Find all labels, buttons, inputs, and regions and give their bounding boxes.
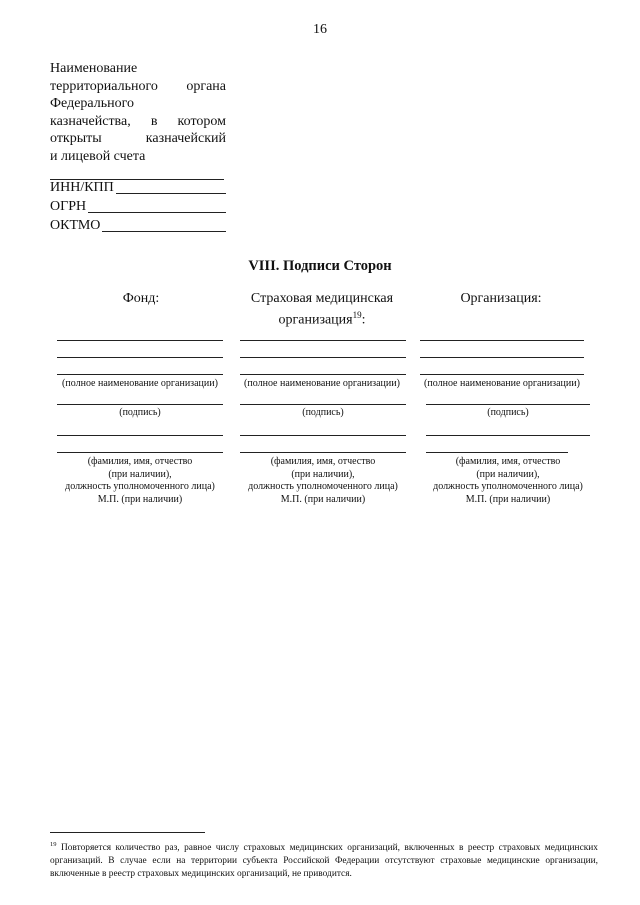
inn-kpp-row xyxy=(50,178,226,197)
smo-fio-caption: (фамилия, имя, отчество (при наличии), должность уполномоченного лица) М.П. (при наличии) xyxy=(234,456,412,506)
ogrn-row xyxy=(50,197,226,216)
smo-name-caption: (полное наименование организации) xyxy=(244,378,400,389)
requisites-block xyxy=(50,178,226,235)
fund-signature-caption: (подпись) xyxy=(119,407,161,418)
org-column-title: Организация: xyxy=(460,291,542,306)
smo-signature-line[interactable] xyxy=(240,404,406,405)
treasury-line: Федерального xyxy=(50,96,135,111)
inn-kpp-label: ИНН/КПП xyxy=(50,180,114,195)
footnote-ref: 19 xyxy=(352,310,362,320)
smo-fio-line-2[interactable] xyxy=(240,452,406,453)
section-title: VIII. Подписи Сторон xyxy=(248,258,392,274)
fund-stamp: М.П. (при наличии) xyxy=(97,493,183,505)
org-signature-caption: (подпись) xyxy=(487,407,529,418)
fund-name-line-1[interactable] xyxy=(57,340,223,341)
treasury-line: открыты казначейский xyxy=(50,131,226,146)
org-name-caption: (полное наименование организации) xyxy=(424,378,580,389)
fund-fio-line-2[interactable] xyxy=(57,452,223,453)
fund-signature-line[interactable] xyxy=(57,404,223,405)
fund-name-line-3[interactable] xyxy=(57,374,223,375)
footnote xyxy=(50,838,598,881)
fund-name-line-2[interactable] xyxy=(57,357,223,358)
oktmo-label: ОКТМО xyxy=(50,218,101,233)
fund-column-title: Фонд: xyxy=(122,291,160,306)
fund-fio-line-1[interactable] xyxy=(57,435,223,436)
smo-stamp: М.П. (при наличии) xyxy=(280,493,366,505)
org-name-line-1[interactable] xyxy=(420,340,584,341)
ogrn-label: ОГРН xyxy=(50,199,87,214)
org-fio-line-1[interactable] xyxy=(426,435,590,436)
inn-kpp-field[interactable] xyxy=(116,193,226,194)
page-number: 16 xyxy=(313,22,327,37)
smo-title-line1: Страховая медицинская xyxy=(250,291,394,306)
smo-name-line-1[interactable] xyxy=(240,340,406,341)
smo-column-title xyxy=(236,290,408,329)
footnote-separator xyxy=(50,832,205,833)
treasury-name-block xyxy=(50,60,226,165)
smo-name-line-3[interactable] xyxy=(240,374,406,375)
treasury-line: казначейства, в котором xyxy=(50,113,226,129)
oktmo-field[interactable] xyxy=(102,231,226,232)
fund-fio-caption: (фамилия, имя, отчество (при наличии), должность уполномоченного лица) М.П. (при наличии) xyxy=(50,456,230,506)
org-name-line-2[interactable] xyxy=(420,357,584,358)
treasury-line: территориального органа xyxy=(50,78,226,94)
treasury-line: и лицевой счета xyxy=(50,148,146,164)
smo-fio-line-1[interactable] xyxy=(240,435,406,436)
smo-signature-caption: (подпись) xyxy=(302,407,344,418)
oktmo-row xyxy=(50,216,226,235)
ogrn-field[interactable] xyxy=(88,212,226,213)
org-signature-line[interactable] xyxy=(426,404,590,405)
treasury-line: Наименование xyxy=(50,61,138,76)
org-stamp: М.П. (при наличии) xyxy=(465,493,551,505)
footnote-number: 19 xyxy=(50,841,57,848)
fund-name-caption: (полное наименование организации) xyxy=(62,378,218,389)
org-name-line-3[interactable] xyxy=(420,374,584,375)
footnote-text: Повторяется количество раз, равное числу страховых медицинских организаций, включенных в реестр страховых медицинских организаций. В случае если на территории субъекта Российской Федерации отсутствуют страховые медицинские организации, включенные в реестр страховых медицинских организаций, не приводится. xyxy=(50,843,598,880)
org-fio-caption: (фамилия, имя, отчество (при наличии), должность уполномоченного лица) М.П. (при наличии) xyxy=(418,456,598,506)
smo-name-line-2[interactable] xyxy=(240,357,406,358)
org-fio-line-2[interactable] xyxy=(426,452,568,453)
smo-title-line2: организация$^{19}$: xyxy=(278,310,366,328)
